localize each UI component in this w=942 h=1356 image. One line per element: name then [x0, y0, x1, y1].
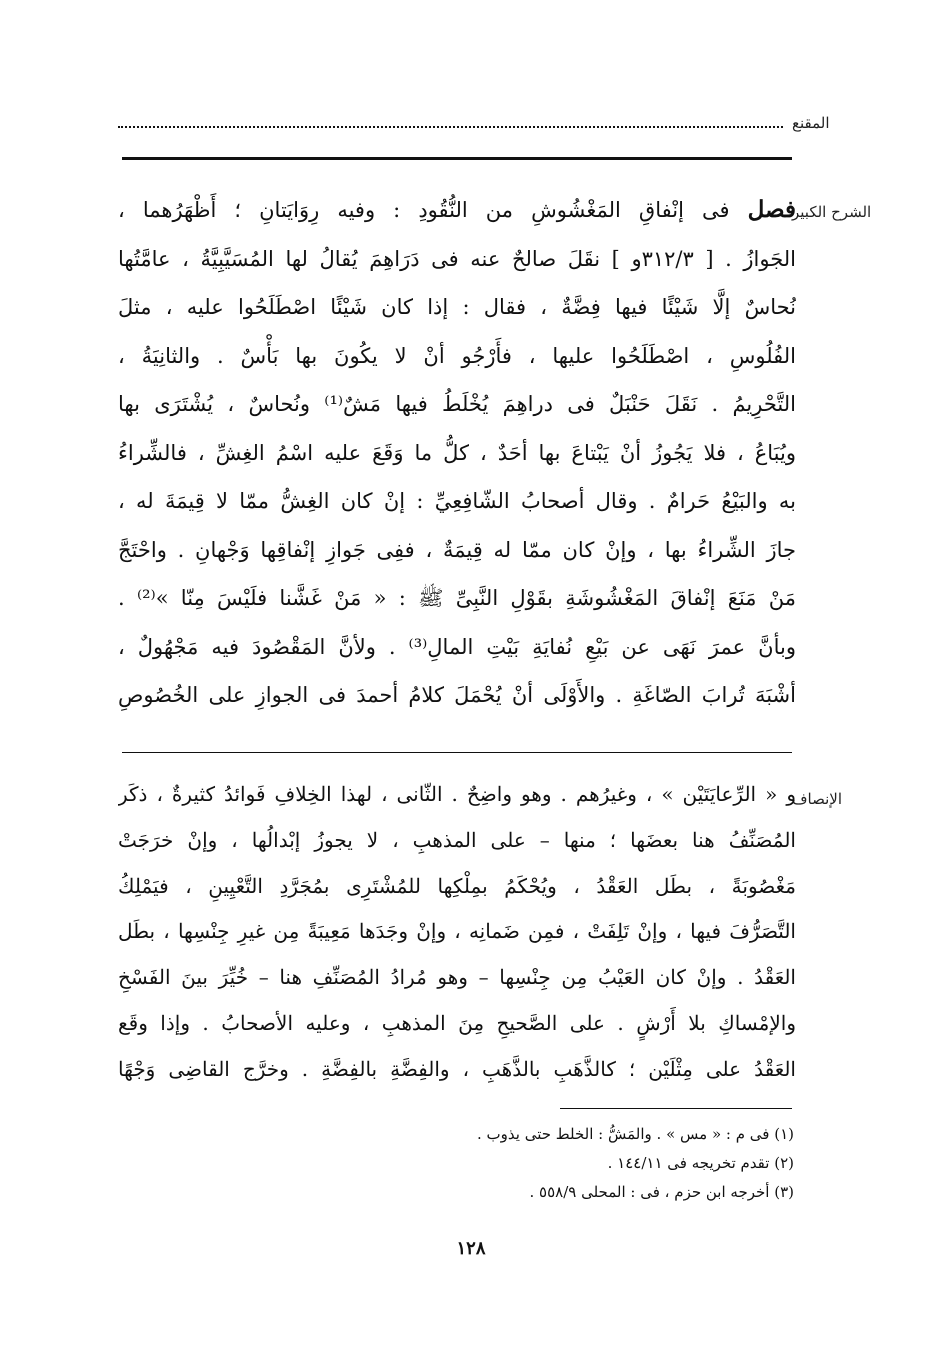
footnote-rule	[560, 1108, 792, 1109]
section-label-sharh: الشرح الكبير	[792, 203, 872, 221]
section-divider	[122, 752, 792, 753]
sharh-line: به والبَيْعُ حَرامٌ . وقال أصحابُ الشّافِعِيِّ : إنْ كان الغِشُّ ممّا لا قِيمَةَ له ،	[118, 489, 796, 513]
insaf-line: التَّصَرُّفَ فيها ، وإنْ تَلِفَتْ ، فمِن ضَمانِه ، وإنْ وجَدَها مَعِيبَةً مِن غيرِ جِنْسِها ، بطَل	[118, 919, 796, 944]
sharh-line: التَّحْرِيمُ . نَقَلَ حَنْبَلٌ فى دراهِمَ يُخْلَطُ فيها مَشٌ⁽¹⁾ ونُحاسٌ ، يُشْتَرَى بها	[118, 392, 796, 416]
insaf-line: مَغْصُوبَةً ، بطَل العَقْدُ ، ويُحْكَمُ بمِلْكِها للمُشْتَرِى بمُجَرَّدِ التَّعْيِينِ ، فيَمْلِكُ	[118, 873, 796, 898]
sharh-line: الفُلُوسِ ، اصْطَلَحُوا عليها ، فأَرْجُو أنْ لا يكُونَ بها بَأْسٌ . والثانِيَةُ ،	[118, 343, 796, 368]
section-label-insaf: الإنصاف	[792, 790, 843, 808]
section-lead-word: فصل	[747, 196, 796, 223]
sharh-line: نُحاسٌ إلَّا شَيْئًا فيها فِضَّةٌ ، فقال : إذا كان شَيْئًا اصْطَلَحُوا عليه ، مثلَ	[118, 295, 796, 319]
sharh-line: فصل فى إنْفاقِ المَغْشُوشِ من النُّقُودِ : وفيه رِوَايَتانِ ؛ أَظْهَرُهما ،	[118, 196, 796, 223]
insaf-line: العَقْدُ على مِثْلَيْن ؛ كالذَّهَبِ بالذَّهَبِ ، والفِضَّةِ بالفِضَّةِ . وخرَّج القاضِى وَجْهًا	[118, 1056, 796, 1081]
insaf-line: المُصَنِّفُ هنا بعضَها ؛ منها – على المذهبِ ، لا يجوزُ إبْدالُها ، وإنْ خرَجَتْ	[118, 827, 796, 852]
sharh-line: مَنْ مَنَعَ إنْفاقَ المَغْشُوشَةِ بقَوْلِ النَّبِىِّ ﷺ : « مَنْ غَشَّنا فلَيْسَ مِنّا »⁽²⁾ .	[118, 586, 796, 610]
header-rule	[122, 157, 792, 160]
page-number: ١٢٨	[456, 1238, 486, 1259]
footnote-item: (٣) أخرجه ابن حزم ، فى : المحلى ٥٥٨/٩ .	[529, 1183, 794, 1201]
sharh-text	[118, 186, 796, 720]
insaf-text	[118, 772, 796, 1093]
insaf-line: و « الرِّعايَتَيْن » ، وغيرُهم . وهو واضِحٌ . الثّانى ، لهذا الخِلافِ فَوائدُ كثيرةٌ ، ذكَر	[118, 782, 796, 806]
sharh-line: أشْبَهَ تُرابَ الصّاغَةِ . والأَوْلَى أنْ يُحْمَلَ كلامُ أحمدَ فى الجوازِ على الخُصُوصِ	[118, 683, 796, 707]
footnotes	[394, 1120, 794, 1207]
footnote-item: (١) فى م : « مس » . والمَشُّ : الخلط حتى يذوب .	[477, 1125, 794, 1143]
insaf-line: والإمْساكِ بلا أَرْشٍ . على الصَّحيحِ مِنَ المذهبِ ، وعليه الأصحابُ . وإذا وقَع	[118, 1010, 796, 1035]
insaf-line: العَقْدُ . وإنْ كان العَيْبُ مِن جِنْسِها – وهو مُرادُ المُصَنِّفِ هنا – خُيِّرَ بينَ الفَسْخِ	[118, 965, 796, 990]
dotted-leader	[118, 116, 783, 128]
sharh-line: الجَوازُ . [ ٣١٢/٣و ] نقَلَ صالحٌ عنه فى دَرَاهِمَ يُقالُ لها المُسَيَّبِيَّةُ ، عامَّتُها	[118, 246, 796, 271]
sharh-line: وبأنَّ عمرَ نَهَى عن بَيْعِ نُفايَةِ بَيْتِ المالِ⁽³⁾ . ولأنَّ المَقْصُودَ فيه مَجْهُولٌ ،	[118, 634, 796, 659]
running-header	[118, 116, 793, 128]
running-title: المقنع	[792, 114, 830, 132]
footnote-item: (٢) تقدم تخريجه فى ١٤٤/١١ .	[607, 1154, 794, 1172]
sharh-line: ويُبَاعُ ، فلا يَجُوزُ أنْ يَبْتاعَ بها أحَدٌ ، كلُّ ما وَقَعَ عليه اسْمُ الغِشِّ ، فالشِّراءُ	[118, 440, 796, 465]
sharh-line: جازَ الشِّراءُ بها ، وإنْ كان ممّا له قِيمَةٌ ، ففِى جَوازِ إنْفاقِها وَجْهانِ . واحْتَجَّ	[118, 537, 796, 562]
